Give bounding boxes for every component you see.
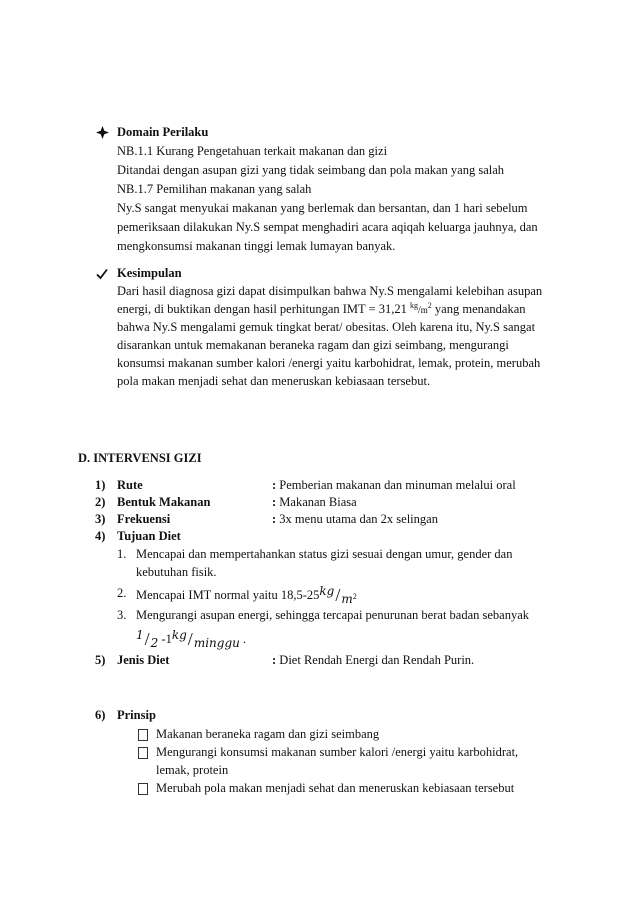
kesimpulan-line-1: Dari hasil diagnosa gizi dapat disimpulkan bahwa Ny.S mengalami kelebihan asupan	[117, 284, 543, 298]
item-label-bentuk-makanan: Bentuk Makanan	[117, 495, 211, 509]
weight-loss-unit-kg: kg	[171, 628, 187, 642]
kesimpulan-line-2-text: energi, di buktikan dengan hasil perhitungan IMT = 31,21	[117, 302, 407, 316]
tujuan-point-3-text: Mengurangi asupan energi, sehingga tercapai penurunan berat badan sebanyak	[136, 608, 530, 622]
square-bullet-icon	[138, 783, 148, 795]
domain-line-4: Ny.S sangat menyukai makanan yang berlemak dan bersantan, dan 1 hari sebelum	[117, 201, 528, 215]
tujuan-point-2	[136, 585, 357, 605]
imt-range-unit-kg: kg	[319, 584, 335, 598]
section-title-domain-perilaku: Domain Perilaku	[117, 125, 209, 139]
item-num-3: 3)	[95, 512, 106, 526]
imt-unit-kg: kg	[410, 301, 418, 310]
kesimpulan-line-4: disarankan untuk memakanan beraneka ragam dan gizi seimbang, mengurangi	[117, 338, 509, 352]
section-heading-intervensi: D. INTERVENSI GIZI	[78, 451, 202, 465]
item-label-rute: Rute	[117, 478, 143, 492]
prinsip-item-1-text: Makanan beraneka ragam dan gizi seimbang	[156, 727, 380, 741]
colon: :	[272, 478, 277, 492]
checkmark-icon	[96, 268, 108, 280]
square-bullet-icon	[138, 747, 148, 759]
section-title-kesimpulan: Kesimpulan	[117, 266, 182, 280]
fraction-slash: /	[144, 629, 150, 649]
item-label-tujuan-diet: Tujuan Diet	[117, 529, 181, 543]
domain-line-1: NB.1.1 Kurang Pengetahuan terkait makanan dan gizi	[117, 144, 388, 158]
weight-loss-end: .	[242, 632, 247, 646]
tujuan-point-1-line-1: Mencapai dan mempertahankan status gizi sesuai dengan umur, gender dan	[136, 547, 513, 561]
weight-loss-dash: -1	[161, 632, 172, 646]
tujuan-point-1-line-2: kebutuhan fisik.	[136, 565, 217, 579]
rute-value: Pemberian makanan dan minuman melalui oral	[279, 478, 516, 492]
domain-line-2: Ditandai dengan asupan gizi yang tidak seimbang dan pola makan yang salah	[117, 163, 505, 177]
prinsip-item-1	[138, 726, 379, 743]
colon: :	[272, 512, 277, 526]
fraction-slash: /	[335, 585, 341, 605]
weight-loss-unit-minggu: minggu	[193, 636, 240, 650]
item-label-jenis-diet: Jenis Diet	[117, 653, 170, 667]
imt-range-unit-exp: 2	[352, 592, 357, 601]
kesimpulan-line-2-end: yang menandakan	[434, 302, 526, 316]
item-num-1: 1)	[95, 478, 106, 492]
tujuan-point-1-num: 1.	[117, 547, 127, 561]
domain-line-6: mengkonsumsi makanan tinggi lemak lumayan banyak.	[117, 239, 396, 253]
item-value-rute	[272, 477, 516, 494]
item-num-6: 6)	[95, 708, 106, 722]
kesimpulan-line-3: bahwa Ny.S mengalami gemuk tingkat berat/ obesitas. Oleh karena itu, Ny.S sangat	[117, 320, 536, 334]
item-value-jenis-diet	[272, 652, 474, 669]
item-num-2: 2)	[95, 495, 106, 509]
imt-unit-m: m	[420, 305, 428, 315]
bentuk-makanan-value: Makanan Biasa	[279, 495, 357, 509]
item-num-5: 5)	[95, 653, 106, 667]
item-label-frekuensi: Frekuensi	[117, 512, 171, 526]
square-bullet-icon	[138, 729, 148, 741]
tujuan-point-3-num: 3.	[117, 608, 127, 622]
domain-line-5: pemeriksaan dilakukan Ny.S sempat menghadiri acara aqiqah keluarga jauhnya, dan	[117, 220, 538, 234]
kesimpulan-line-6: pola makan menjadi sehat dan meneruskan kebiasaan tersebut.	[117, 374, 431, 388]
prinsip-item-2	[138, 744, 518, 761]
tujuan-point-2-text: Mencapai IMT normal yaitu 18,5-25	[136, 588, 320, 602]
item-num-4: 4)	[95, 529, 106, 543]
tujuan-point-3-formula	[136, 629, 246, 648]
jenis-diet-value: Diet Rendah Energi dan Rendah Purin.	[279, 653, 475, 667]
imt-unit-exp: 2	[427, 301, 432, 310]
item-label-prinsip: Prinsip	[117, 708, 156, 722]
fraction-slash: /	[187, 629, 193, 649]
item-value-bentuk-makanan	[272, 494, 357, 511]
prinsip-item-2-text: Mengurangi konsumsi makanan sumber kalori /energi yaitu karbohidrat,	[156, 745, 519, 759]
prinsip-item-3	[138, 780, 514, 797]
imt-unit-slash: /	[418, 305, 421, 316]
kesimpulan-line-5: konsumsi makanan sumber kalori /energi yaitu karbohidrat, lemak, protein, merubah	[117, 356, 541, 370]
item-value-frekuensi	[272, 511, 438, 528]
weight-loss-frac-den: 2	[150, 636, 159, 650]
prinsip-item-2-cont: lemak, protein	[156, 763, 229, 777]
diamond-bullet-icon	[96, 126, 109, 139]
frekuensi-value: 3x menu utama dan 2x selingan	[279, 512, 438, 526]
tujuan-point-2-num: 2.	[117, 586, 127, 600]
prinsip-item-3-text: Merubah pola makan menjadi sehat dan meneruskan kebiasaan tersebut	[156, 781, 515, 795]
imt-range-unit-m: m	[341, 592, 353, 606]
domain-line-3: NB.1.7 Pemilihan makanan yang salah	[117, 182, 312, 196]
colon: :	[272, 653, 277, 667]
colon: :	[272, 495, 277, 509]
weight-loss-frac-num: 1	[136, 628, 144, 642]
kesimpulan-line-2	[117, 301, 526, 319]
